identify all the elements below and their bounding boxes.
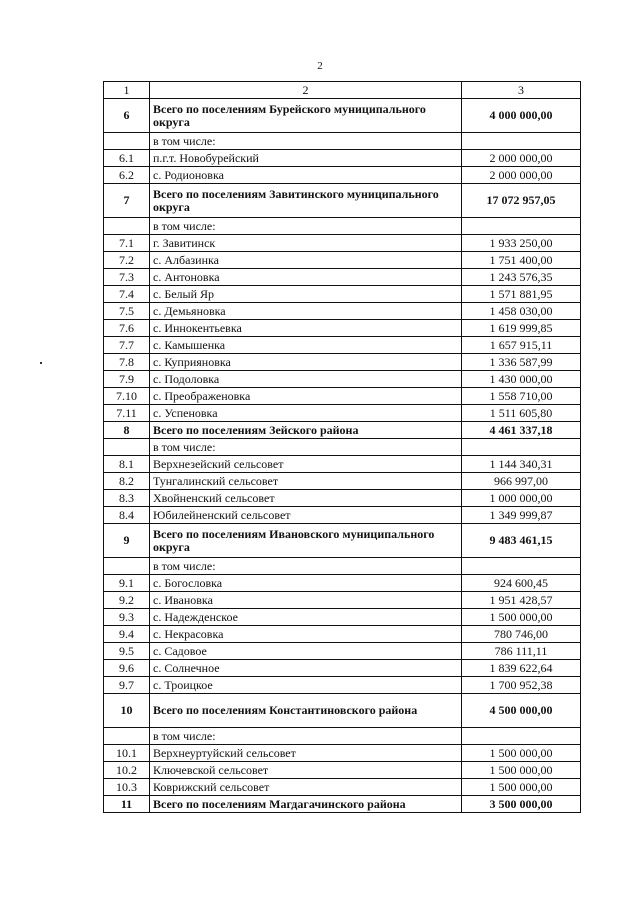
table-row xyxy=(104,303,581,320)
settlement-name: г. Завитинск xyxy=(150,235,462,252)
total-row xyxy=(104,694,581,728)
row-number: 7.7 xyxy=(104,337,150,354)
row-value: 4 500 000,00 xyxy=(462,694,581,728)
table-row xyxy=(104,167,581,184)
table-row xyxy=(104,371,581,388)
row-number: 7 xyxy=(104,184,150,218)
settlement-name: с. Белый Яр xyxy=(150,286,462,303)
row-value xyxy=(462,439,581,456)
row-number: 10.2 xyxy=(104,762,150,779)
allocation-table xyxy=(103,81,581,813)
row-value: 1 751 400,00 xyxy=(462,252,581,269)
table-row xyxy=(104,490,581,507)
row-number: 8 xyxy=(104,422,150,439)
row-value: 966 997,00 xyxy=(462,473,581,490)
table-row xyxy=(104,762,581,779)
including-label: в том числе: xyxy=(150,439,462,456)
row-value: 1 619 999,85 xyxy=(462,320,581,337)
row-number: 10 xyxy=(104,694,150,728)
settlement-name: Всего по поселениям Зейского района xyxy=(150,422,462,439)
row-value: 780 746,00 xyxy=(462,626,581,643)
row-value: 1 500 000,00 xyxy=(462,745,581,762)
row-value: 1 144 340,31 xyxy=(462,456,581,473)
including-row xyxy=(104,218,581,235)
row-number: 9.4 xyxy=(104,626,150,643)
including-row xyxy=(104,133,581,150)
row-value: 1 700 952,38 xyxy=(462,677,581,694)
settlement-name: Верхнеуртуйский сельсовет xyxy=(150,745,462,762)
settlement-name: с. Троицкое xyxy=(150,677,462,694)
row-value: 1 430 000,00 xyxy=(462,371,581,388)
row-value: 4 000 000,00 xyxy=(462,99,581,133)
table-row xyxy=(104,473,581,490)
row-value: 1 500 000,00 xyxy=(462,779,581,796)
settlement-name: п.г.т. Новобурейский xyxy=(150,150,462,167)
row-value xyxy=(462,133,581,150)
table-row xyxy=(104,456,581,473)
settlement-name: с. Антоновка xyxy=(150,269,462,286)
settlement-name: с. Преображеновка xyxy=(150,388,462,405)
including-label: в том числе: xyxy=(150,133,462,150)
row-value: 3 500 000,00 xyxy=(462,796,581,813)
row-value: 1 000 000,00 xyxy=(462,490,581,507)
total-row xyxy=(104,184,581,218)
settlement-name: Всего по поселениям Ивановского муниципального округа xyxy=(150,524,462,558)
row-value: 1 571 881,95 xyxy=(462,286,581,303)
row-value: 1 500 000,00 xyxy=(462,609,581,626)
row-value xyxy=(462,218,581,235)
row-value: 1 951 428,57 xyxy=(462,592,581,609)
settlement-name: с. Ивановка xyxy=(150,592,462,609)
including-row xyxy=(104,558,581,575)
row-value xyxy=(462,728,581,745)
page-number: 2 xyxy=(317,60,323,72)
row-number: 10.1 xyxy=(104,745,150,762)
row-number: 9 xyxy=(104,524,150,558)
row-number: 7.8 xyxy=(104,354,150,371)
row-number xyxy=(104,558,150,575)
row-number: 6.2 xyxy=(104,167,150,184)
row-number: 8.4 xyxy=(104,507,150,524)
row-value: 17 072 957,05 xyxy=(462,184,581,218)
row-value: 1 933 250,00 xyxy=(462,235,581,252)
row-number: 7.9 xyxy=(104,371,150,388)
row-number xyxy=(104,218,150,235)
row-value: 4 461 337,18 xyxy=(462,422,581,439)
table-row xyxy=(104,150,581,167)
settlement-name: Всего по поселениям Завитинского муниципального округа xyxy=(150,184,462,218)
row-number: 7.10 xyxy=(104,388,150,405)
table-row xyxy=(104,269,581,286)
row-value: 2 000 000,00 xyxy=(462,150,581,167)
settlement-name: с. Родионовка xyxy=(150,167,462,184)
row-number: 6 xyxy=(104,99,150,133)
row-number: 9.2 xyxy=(104,592,150,609)
row-number: 7.2 xyxy=(104,252,150,269)
column-number-1: 1 xyxy=(104,82,150,99)
table-row xyxy=(104,235,581,252)
table-row xyxy=(104,575,581,592)
table-body xyxy=(104,82,581,813)
row-number: 7.5 xyxy=(104,303,150,320)
row-number: 7.3 xyxy=(104,269,150,286)
table-row xyxy=(104,643,581,660)
row-number: 9.5 xyxy=(104,643,150,660)
table-row xyxy=(104,337,581,354)
row-number: 7.4 xyxy=(104,286,150,303)
row-number: 7.6 xyxy=(104,320,150,337)
row-number xyxy=(104,728,150,745)
settlement-name: с. Албазинка xyxy=(150,252,462,269)
settlement-name: с. Некрасовка xyxy=(150,626,462,643)
row-number: 9.7 xyxy=(104,677,150,694)
row-number: 8.3 xyxy=(104,490,150,507)
row-value: 924 600,45 xyxy=(462,575,581,592)
settlement-name: с. Надежденское xyxy=(150,609,462,626)
settlement-name: с. Подоловка xyxy=(150,371,462,388)
row-value: 1 511 605,80 xyxy=(462,405,581,422)
row-value: 1 558 710,00 xyxy=(462,388,581,405)
settlement-name: с. Богословка xyxy=(150,575,462,592)
settlement-name: с. Куприяновка xyxy=(150,354,462,371)
row-value: 1 839 622,64 xyxy=(462,660,581,677)
table-row xyxy=(104,660,581,677)
settlement-name: Всего по поселениям Константиновского района xyxy=(150,694,462,728)
settlement-name: Юбилейненский сельсовет xyxy=(150,507,462,524)
including-label: в том числе: xyxy=(150,218,462,235)
row-value: 1 500 000,00 xyxy=(462,762,581,779)
column-number-2: 2 xyxy=(150,82,462,99)
settlement-name: с. Демьяновка xyxy=(150,303,462,320)
row-number: 10.3 xyxy=(104,779,150,796)
row-value: 1 243 576,35 xyxy=(462,269,581,286)
row-number: 8.1 xyxy=(104,456,150,473)
settlement-name: Всего по поселениям Бурейского муниципального округа xyxy=(150,99,462,133)
total-row xyxy=(104,524,581,558)
table-row xyxy=(104,745,581,762)
row-number: 6.1 xyxy=(104,150,150,167)
table-row xyxy=(104,609,581,626)
settlement-name: Ключевской сельсовет xyxy=(150,762,462,779)
table-row xyxy=(104,388,581,405)
settlement-name: с. Успеновка xyxy=(150,405,462,422)
row-value: 1 349 999,87 xyxy=(462,507,581,524)
table-row xyxy=(104,286,581,303)
row-number: 8.2 xyxy=(104,473,150,490)
row-value: 1 336 587,99 xyxy=(462,354,581,371)
table-row xyxy=(104,405,581,422)
including-label: в том числе: xyxy=(150,558,462,575)
table-row xyxy=(104,354,581,371)
row-value: 9 483 461,15 xyxy=(462,524,581,558)
table-row xyxy=(104,779,581,796)
row-value: 2 000 000,00 xyxy=(462,167,581,184)
total-row xyxy=(104,796,581,813)
settlement-name: с. Садовое xyxy=(150,643,462,660)
row-number xyxy=(104,133,150,150)
settlement-name: Верхнезейский сельсовет xyxy=(150,456,462,473)
table-row xyxy=(104,320,581,337)
table-row xyxy=(104,507,581,524)
row-value: 1 458 030,00 xyxy=(462,303,581,320)
row-value: 786 111,11 xyxy=(462,643,581,660)
total-row xyxy=(104,422,581,439)
settlement-name: Тунгалинский сельсовет xyxy=(150,473,462,490)
total-row xyxy=(104,99,581,133)
row-number xyxy=(104,439,150,456)
including-row xyxy=(104,728,581,745)
row-number: 7.1 xyxy=(104,235,150,252)
settlement-name: Хвойненский сельсовет xyxy=(150,490,462,507)
row-number: 9.1 xyxy=(104,575,150,592)
settlement-name: Коврижский сельсовет xyxy=(150,779,462,796)
including-label: в том числе: xyxy=(150,728,462,745)
table-row xyxy=(104,626,581,643)
row-number: 7.11 xyxy=(104,405,150,422)
including-row xyxy=(104,439,581,456)
stray-mark xyxy=(40,362,42,364)
row-number: 9.6 xyxy=(104,660,150,677)
settlement-name: с. Солнечное xyxy=(150,660,462,677)
settlement-name: Всего по поселениям Магдагачинского района xyxy=(150,796,462,813)
settlement-name: с. Иннокентьевка xyxy=(150,320,462,337)
row-value: 1 657 915,11 xyxy=(462,337,581,354)
table-row xyxy=(104,252,581,269)
table-row xyxy=(104,592,581,609)
row-number: 11 xyxy=(104,796,150,813)
settlement-name: с. Камышенка xyxy=(150,337,462,354)
table-row xyxy=(104,677,581,694)
row-value xyxy=(462,558,581,575)
column-number-3: 3 xyxy=(462,82,581,99)
column-number-row xyxy=(104,82,581,99)
row-number: 9.3 xyxy=(104,609,150,626)
